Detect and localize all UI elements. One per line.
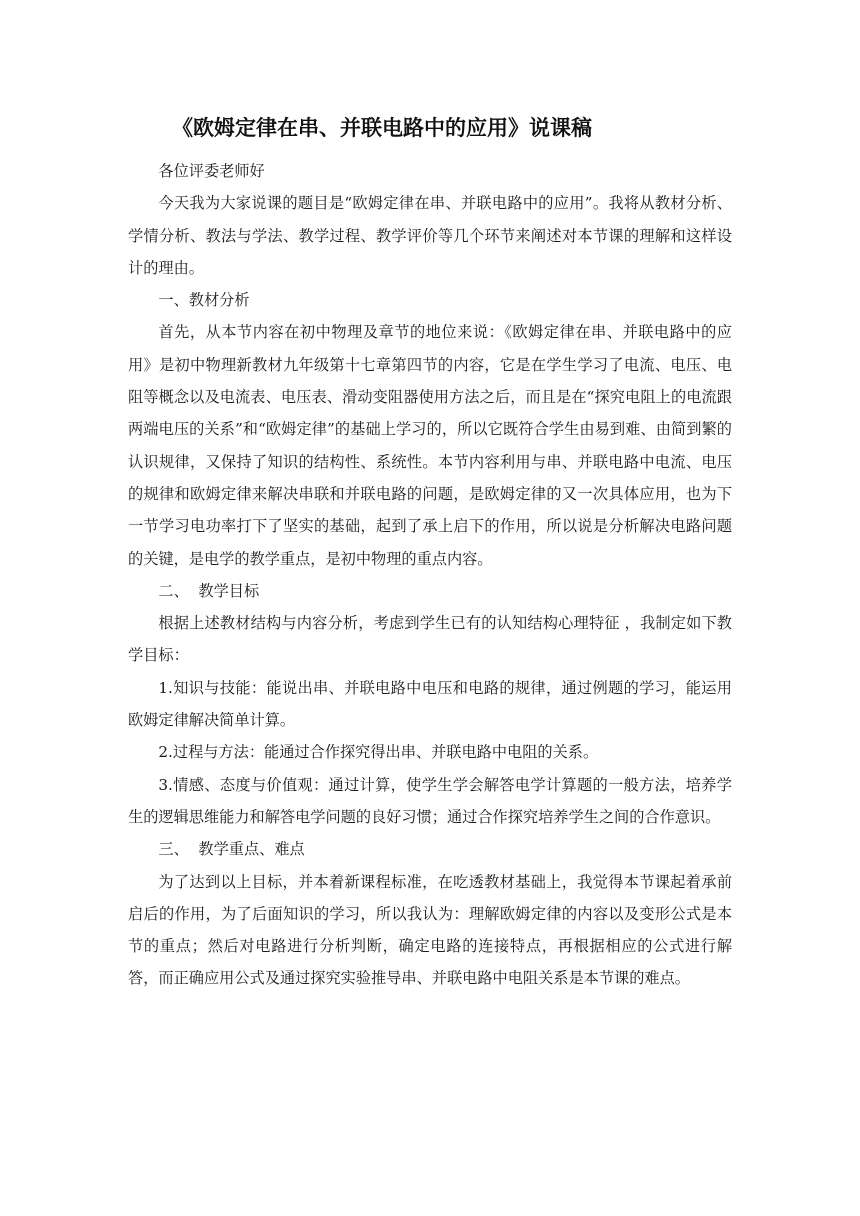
section-heading-teaching-objectives: 二、 教学目标 xyxy=(158,581,260,600)
intro-paragraph: 今天我为大家说课的题目是“欧姆定律在串、并联电路中的应用”。我将从教材分析、学情分析、教法与学法、教学过程、教学评价等几个环节来阐述对本节课的理解和这样设计的理由。 xyxy=(128,194,732,277)
greeting-paragraph: 各位评委老师好 xyxy=(158,162,265,180)
key-difficult-points-paragraph: 为了达到以上目标，并本着新课程标准，在吃透教材基础上，我觉得本节课起着承前启后的作用，为了后面知识的学习，所以我认为：理解欧姆定律的内容以及变形公式是本节的重点；然后对电路进行分析判断，确定电路的连接特点，再根据相应的公式进行解答，而正确应用公式及通过探究实验推导串、并联电路中电阻关系是本节课的难点。 xyxy=(128,872,732,988)
objective-emotion-values: 3.情感、态度与价值观：通过计算，使学生学会解答电学计算题的一般方法，培养学生的逻辑思维能力和解答电学问题的良好习惯；通过合作探究培养学生之间的合作意识。 xyxy=(128,775,732,826)
section-heading-textbook-analysis: 一、教材分析 xyxy=(158,291,250,310)
objective-process-methods: 2.过程与方法：能通过合作探究得出串、并联电路中电阻的关系。 xyxy=(158,743,599,762)
objectives-intro-paragraph: 根据上述教材结构与内容分析，考虑到学生已有的认知结构心理特征 ，我制定如下教学目标： xyxy=(128,614,732,665)
objective-knowledge-skills: 1.知识与技能：能说出串、并联电路中电压和电路的规律，通过例题的学习，能运用欧姆定律解决简单计算。 xyxy=(128,678,732,730)
section-heading-key-difficult-points: 三、 教学重点、难点 xyxy=(158,840,305,859)
document-page xyxy=(128,108,732,995)
textbook-analysis-paragraph: 首先，从本节内容在初中物理及章节的地位来说：《欧姆定律在串、并联电路中的应用》是初中物理新教材九年级第十七章第四节的内容，它是在学生学习了电流、电压、电阻等概念以及电流表、电压表、滑动变阻器使用方法之后，而且是在“探究电阻上的电流跟两端电压的关系”和“欧姆定律”的基础上学习的，所以它既符合学生由易到难、由简到繁的认识规律，又保持了知识的结构性、系统性。本节内容利用与串、并联电路中电流、电压的规律和欧姆定律来解决串联和并联电路的问题，是欧姆定律的又一次具体应用，也为下一节学习电功率打下了坚实的基础，起到了承上启下的作用，所以说是分析解决电路问题的关键，是电学的教学重点，是初中物理的重点内容。 xyxy=(128,323,732,568)
document-title: 《欧姆定律在串、并联电路中的应用》说课稿 xyxy=(172,116,592,140)
